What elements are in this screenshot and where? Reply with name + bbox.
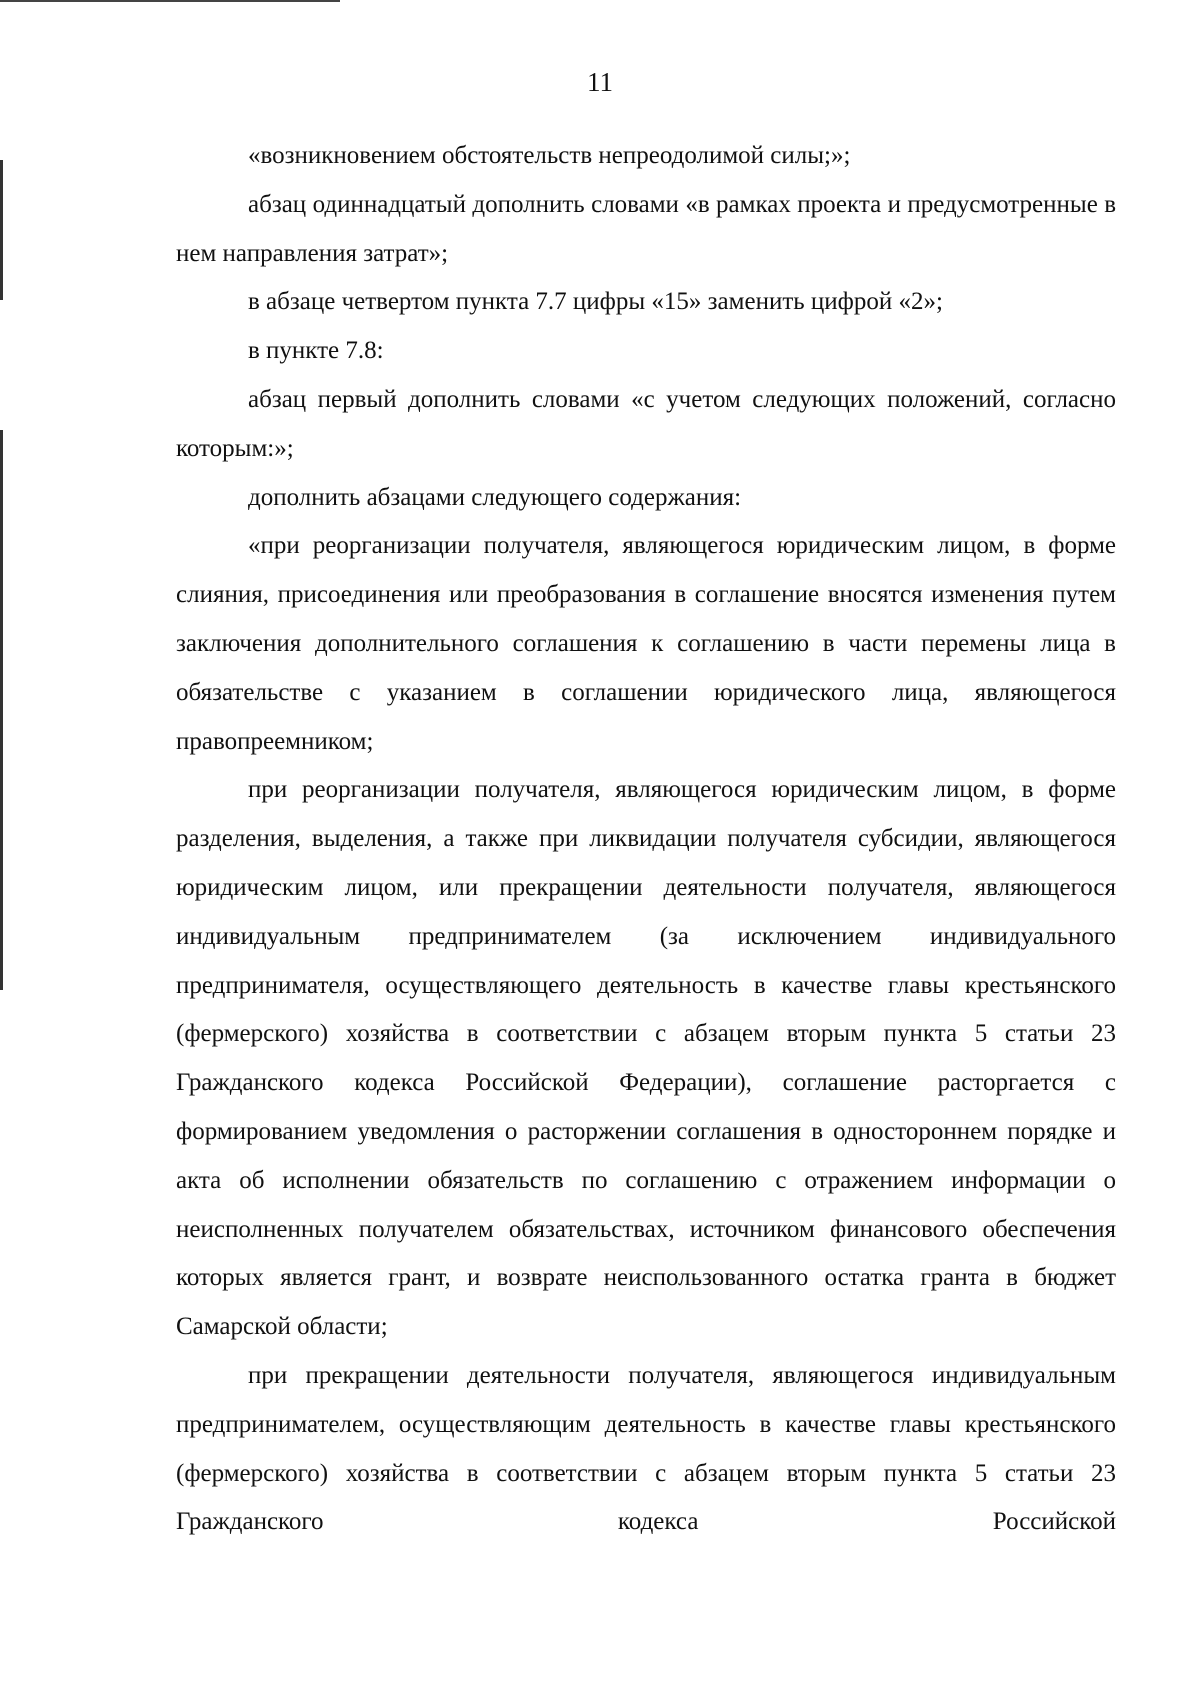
paragraph: при реорганизации получателя, являющегося юридическим лицом, в форме разделения, выделения, а также при ликвидации получателя субсидии, являющегося юридическим лицом, или прекращении деятельности получателя, являющегося индивидуальным предпринимателем (за исключением индивидуального предпринимателя, осуществляющего деятельность в качестве главы крестьянского (фермерского) хозяйства в соответствии с абзацем вторым пункта 5 статьи 23 Гражданского кодекса Российской Федерации), соглашение расторгается с формированием уведомления о расторжении соглашения в одностороннем порядке и акта об исполнении обязательств по соглашению с отражением информации о неисполненных получателем обязательствах, источником финансового обеспечения которых является грант, и возврате неиспользованного остатка гранта в бюджет Самарской области; — [176, 776, 1116, 1341]
paragraph: абзац первый дополнить словами «с учетом следующих положений, согласно которым:»; — [176, 385, 1116, 462]
scan-left-edge-line — [0, 160, 3, 300]
paragraph: «при реорганизации получателя, являющегося юридическим лицом, в форме слияния, присоединения или преобразования в соглашение вносятся изменения путем заключения дополнительного соглашения к соглашению в части перемены лица в обязательстве с указанием в соглашении юридического лица, являющегося правопреемником; — [176, 532, 1116, 755]
paragraph: дополнить абзацами следующего содержания: — [248, 483, 742, 511]
document-body — [176, 132, 1116, 1547]
paragraph: при прекращении деятельности получателя, являющегося индивидуальным предпринимателем, осуществляющим деятельность в качестве главы крестьянского (фермерского) хозяйства в соответствии с абзацем вторым пункта 5 статьи 23 Гражданского кодекса Российской — [176, 1361, 1116, 1536]
page-number: 11 — [587, 67, 613, 97]
scan-top-edge-line — [0, 0, 340, 2]
paragraph: «возникновением обстоятельств непреодолимой силы;»; — [248, 142, 851, 169]
paragraph: абзац одиннадцатый дополнить словами «в рамках проекта и предусмотренные в нем направления затрат»; — [176, 190, 1116, 267]
scan-left-edge-line — [0, 430, 3, 990]
paragraph: в абзаце четвертом пункта 7.7 цифры «15» заменить цифрой «2»; — [248, 288, 943, 316]
paragraph: в пункте 7.8: — [248, 337, 384, 365]
